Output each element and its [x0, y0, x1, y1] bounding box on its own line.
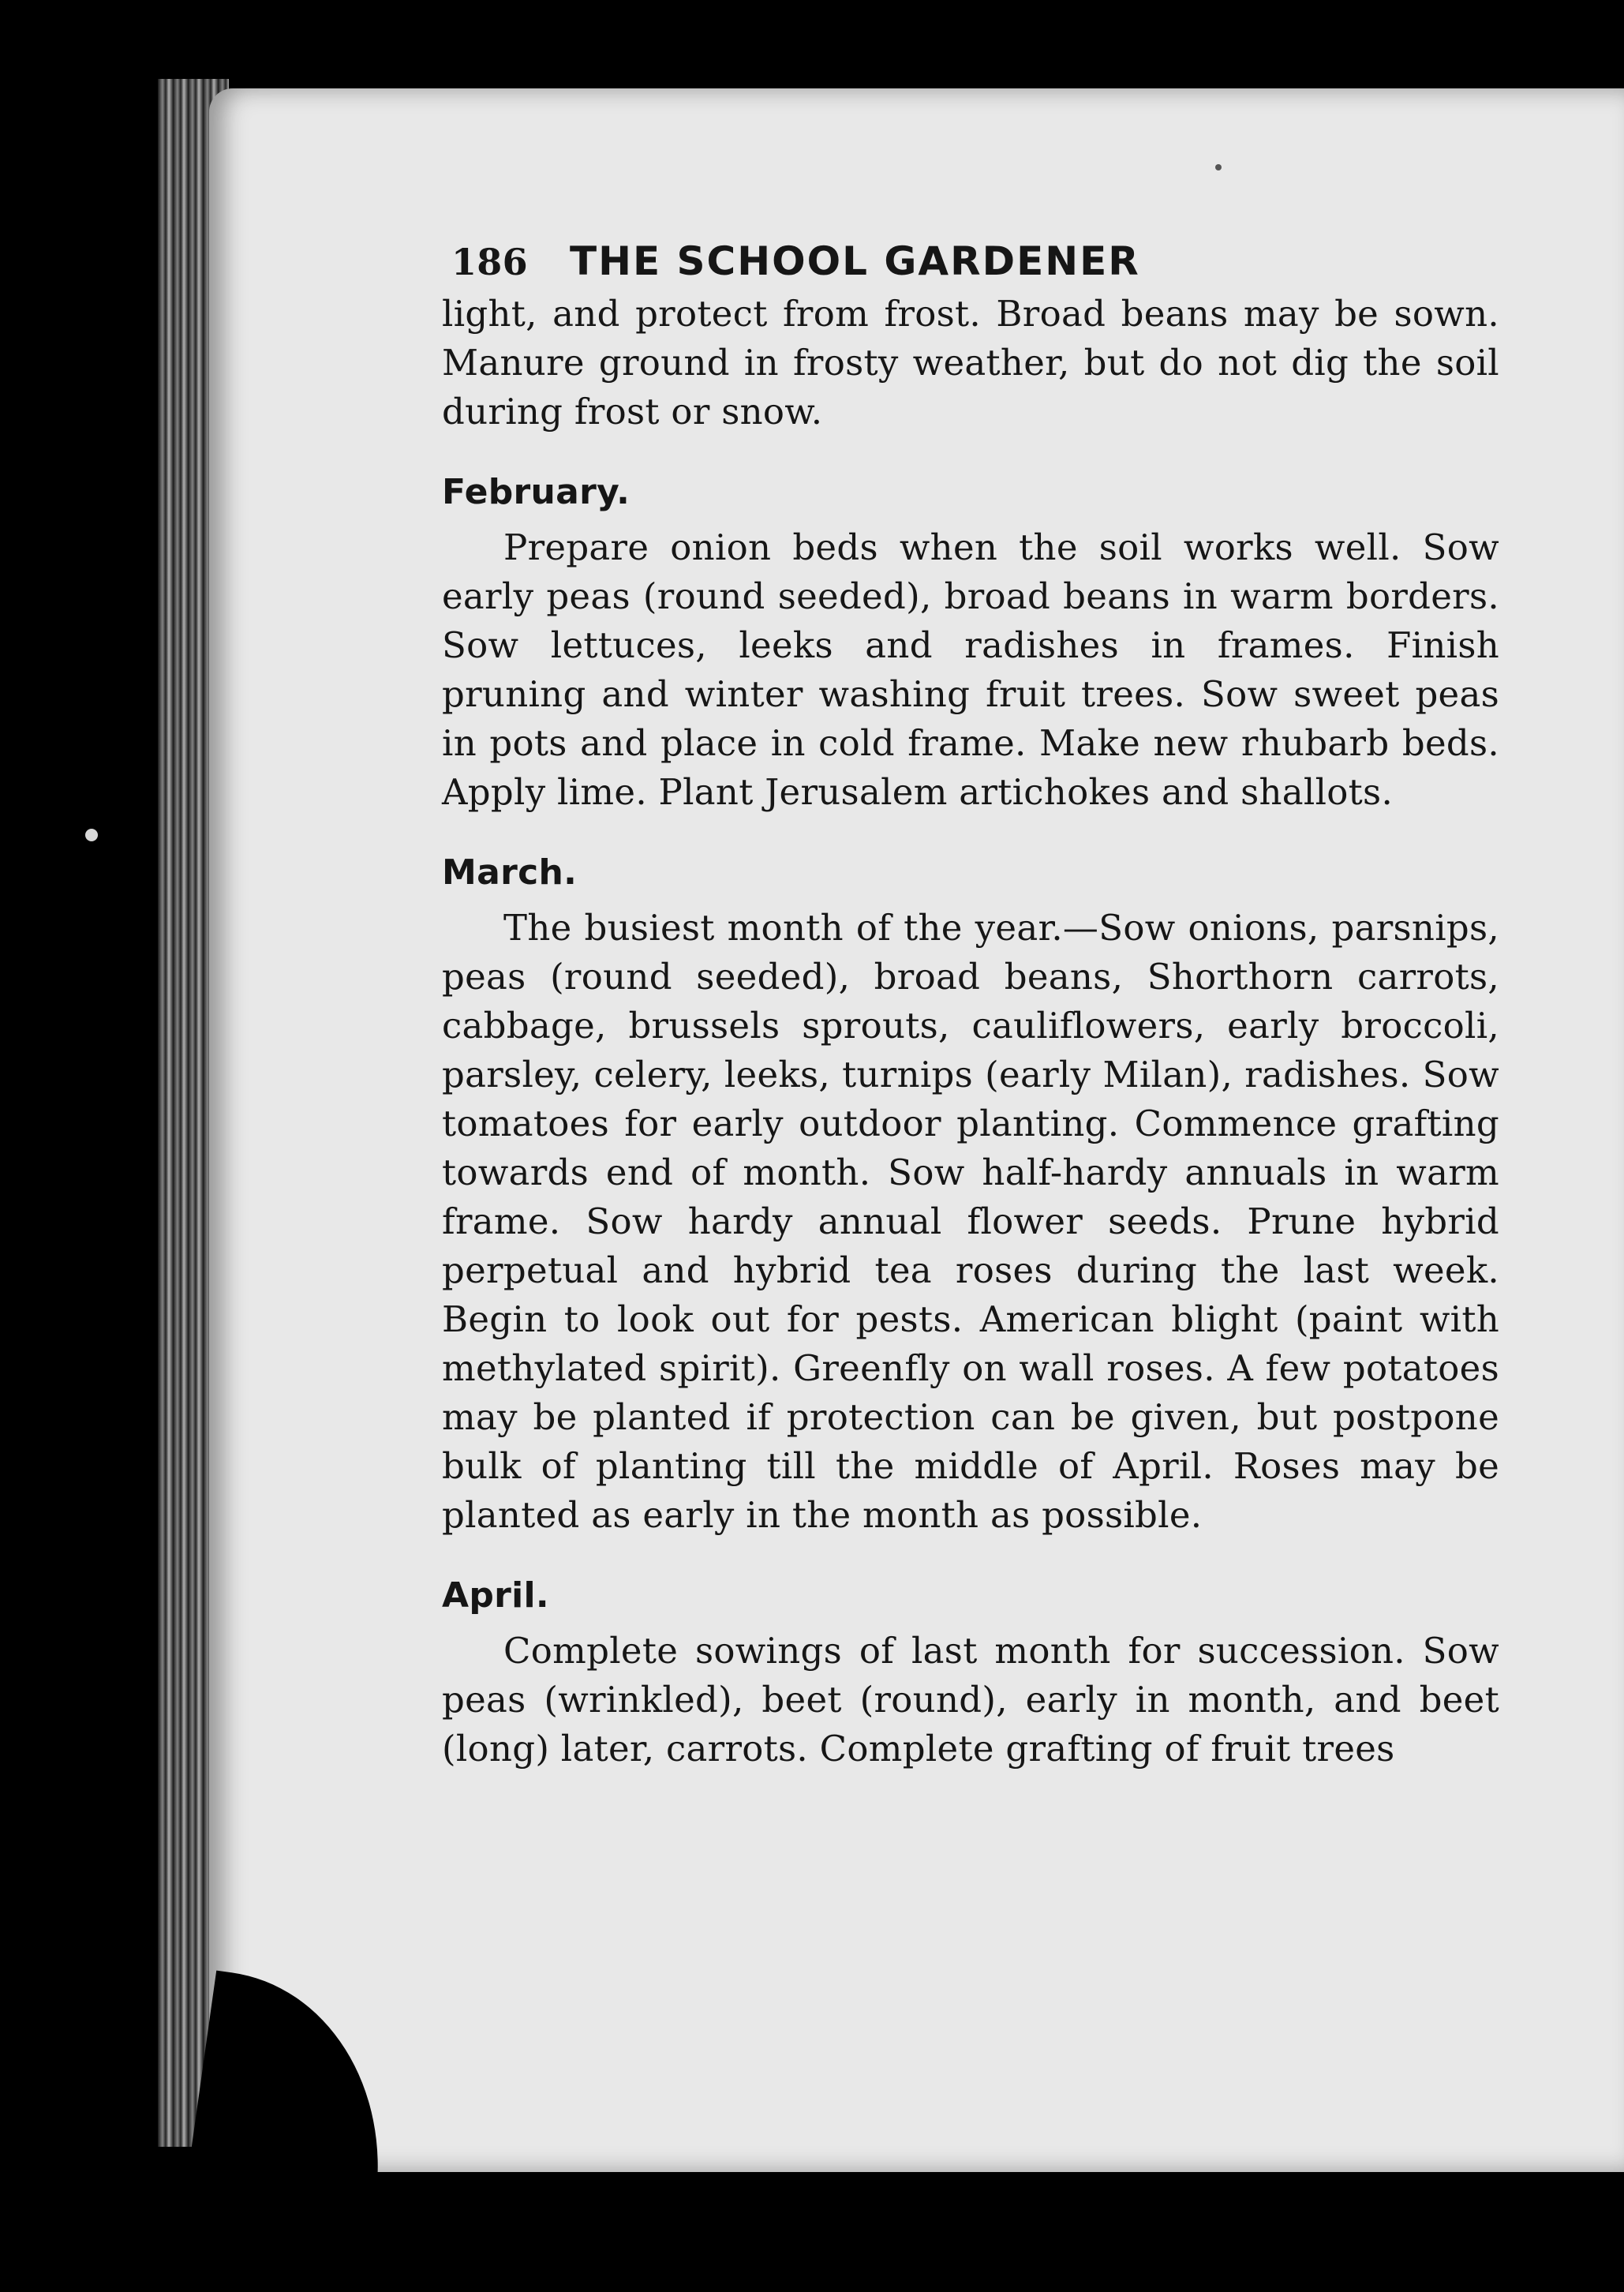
- section-heading-february: February.: [442, 472, 631, 512]
- dust-speck: [85, 829, 98, 841]
- dust-speck: [1215, 164, 1222, 170]
- page-number: 186: [451, 241, 528, 283]
- section-heading-march: March.: [442, 852, 578, 893]
- section-text-february: Prepare onion beds when the soil works well. Sow early peas (round seeded), broad beans in warm borders. Sow lettuces, leeks and radishes in frames. Finish pruning and winter washing fruit trees. Sow sweet peas in pots and place in cold frame. Make new rhubarb beds. Apply lime. Plant Jerusalem artichokes and shallots.: [442, 526, 1499, 813]
- section-text-april: Complete sowings of last month for succession. Sow peas (wrinkled), beet (round), early in month, and beet (long) later, carrots. Complete grafting of fruit trees: [442, 1630, 1499, 1770]
- running-header: [451, 237, 1499, 286]
- running-title: THE SCHOOL GARDENER: [570, 238, 1140, 284]
- section-text-march: The busiest month of the year.—Sow onions, parsnips, peas (round seeded), broad beans, Shorthorn carrots, cabbage, brussels sprouts, cauliflowers, early broccoli, parsley, celery, leeks, turnips (early Milan), radishes. Sow tomatoes for early outdoor planting. Commence grafting towards end of month. Sow half-hardy annuals in warm frame. Sow hardy annual flower seeds. Prune hybrid perpetual and hybrid tea roses during the last week. Begin to look out for pests. American blight (paint with methylated spirit). Greenfly on wall roses. A few potatoes may be planted if protection can be given, but postpone bulk of planting till the middle of April. Roses may be planted as early in the month as possible.: [442, 907, 1499, 1536]
- intro-paragraph: light, and protect from frost. Broad beans may be sown. Manure ground in frosty weather, but do not dig the soil during frost or snow.: [442, 293, 1499, 433]
- section-heading-april: April.: [442, 1575, 549, 1616]
- page-text: [442, 237, 1499, 1773]
